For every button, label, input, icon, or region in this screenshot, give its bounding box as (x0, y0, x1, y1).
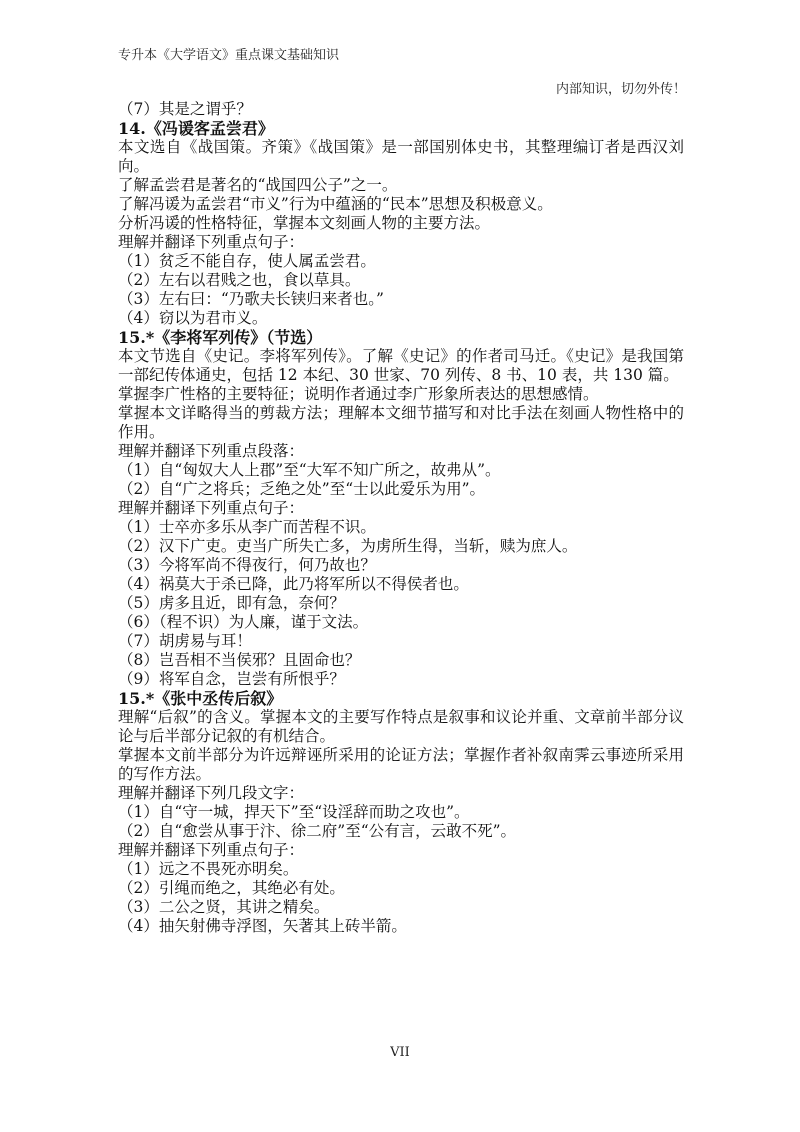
paragraph: 掌握本文详略得当的剪裁方法；理解本文细节描写和对比手法在刻画人物性格中的作用。 (118, 404, 684, 441)
paragraph: 本文选自《战国策。齐策》《战国策》是一部国别体史书，其整理编订者是西汉刘向。 (118, 138, 684, 175)
list-item: （6）（程不识）为人廉，谨于文法。 (118, 613, 369, 631)
paragraph: 了解冯谖为孟尝君“市义”行为中蕴涵的“民本”思想及积极意义。 (118, 195, 553, 213)
paragraph: 分析冯谖的性格特征，掌握本文刻画人物的主要方法。 (118, 214, 491, 232)
text-line: （7）其是之谓乎？ (118, 100, 252, 118)
list-item: （2）汉下广吏。吏当广所失亡多，为虏所生得，当斩，赎为庶人。 (118, 537, 578, 555)
paragraph: 本文节选自《史记。李将军列传》。了解《史记》的作者司马迁。《史记》是我国第一部纪传体通史，包括 12 本纪、30 世家、70 列传、8 书、10 表，共 130 篇。 (118, 347, 684, 384)
confidential-notice: 内部知识，切勿外传！ (556, 82, 687, 97)
list-item: （3）今将军尚不得夜行，何乃故也？ (118, 556, 376, 574)
list-item: （1）贫乏不能自存，使人属孟尝君。 (118, 252, 376, 270)
list-item: （2）引绳而绝之，其绝必有处。 (118, 879, 345, 897)
list-item: （3）左右曰：“乃歌夫长铗归来者也。” (118, 290, 384, 308)
list-item: （3）二公之贤，其讲之精矣。 (118, 898, 330, 916)
list-item: （1）远之不畏死亦明矣。 (118, 860, 299, 878)
list-item: （8）岂吾相不当侯邪？且固命也？ (118, 651, 361, 669)
section-heading: 14.《冯谖客孟尝君》 (118, 119, 274, 138)
list-item: （5）虏多且近，即有急，奈何？ (118, 594, 345, 612)
list-item: （1）士卒亦多乐从李广而苦程不识。 (118, 518, 376, 536)
list-item: （2）自“愈尝从事于汴、徐二府”至“公有言，云敢不死”。 (118, 822, 517, 840)
list-item: （9）将军自念，岂尝有所恨乎？ (118, 670, 345, 688)
section-heading: 15.*《张中丞传后叙》 (118, 689, 283, 708)
paragraph: 理解并翻译下列几段文字： (118, 784, 305, 802)
paragraph: 理解并翻译下列重点句子： (118, 499, 305, 517)
paragraph: 掌握本文前半部分为许远辩诬所采用的论证方法；掌握作者补叙南霁云事迹所采用的写作方法。 (118, 746, 684, 783)
list-item: （7）胡虏易与耳！ (118, 632, 252, 650)
list-item: （1）自“守一城，捍天下”至“设淫辞而助之攻也”。 (118, 803, 470, 821)
list-item: （4）祸莫大于杀已降，此乃将军所以不得侯者也。 (118, 575, 469, 593)
list-item: （2）自“广之将兵；乏绝之处”至“士以此爱乐为用”。 (118, 480, 486, 498)
paragraph: 理解“后叙”的含义。掌握本文的主要写作特点是叙事和议论并重、文章前半部分议论与后半部分记叙的有机结合。 (118, 708, 684, 745)
page-body (118, 100, 684, 936)
paragraph: 理解并翻译下列重点句子： (118, 233, 305, 251)
running-header-title: 专升本《大学语文》重点课文基础知识 (118, 48, 340, 63)
list-item: （4）抽矢射佛寺浮图，矢著其上砖半箭。 (118, 917, 407, 935)
paragraph: 了解孟尝君是著名的“战国四公子”之一。 (118, 176, 398, 194)
page-number: VII (390, 1045, 410, 1060)
paragraph: 理解并翻译下列重点句子： (118, 841, 305, 859)
paragraph: 掌握李广性格的主要特征；说明作者通过李广形象所表达的思想感情。 (118, 385, 599, 403)
paragraph: 理解并翻译下列重点段落： (118, 442, 305, 460)
section-heading: 15.*《李将军列传》（节选） (118, 328, 323, 347)
list-item: （4）窃以为君市义。 (118, 309, 268, 327)
list-item: （2）左右以君贱之也，食以草具。 (118, 271, 361, 289)
list-item: （1）自“匈奴大人上郡”至“大军不知广所之，故弗从”。 (118, 461, 501, 479)
